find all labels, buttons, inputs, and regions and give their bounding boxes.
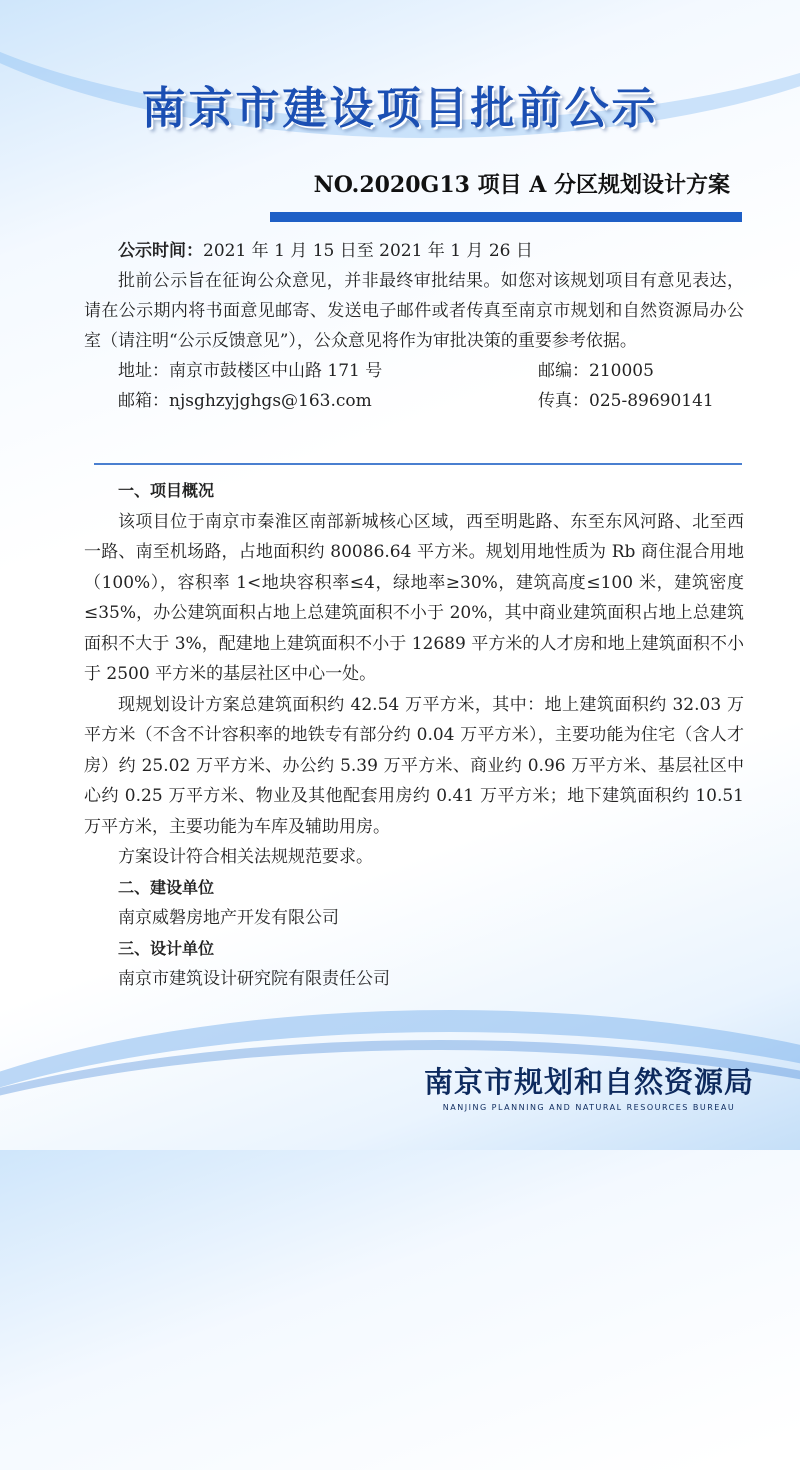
overview-paragraph-2: 现规划设计方案总建筑面积约 42.54 万平方米，其中：地上建筑面积约 32.03 万平方米（不含不计容积率的地铁专有部分约 0.04 万平方米），主要功能为住宅（含人才房）约 25.02 万平方米、办公约 5.39 万平方米、商业约 0.96 万平方米、基层社区中心约 0.25 万平方米、物业及其他配套用房约 0.41 万平方米；地下建筑面积约 10.51 万平方米，主要功能为车库及辅助用房。 [84, 694, 744, 837]
notice-time-line [84, 236, 744, 266]
agency-signature [424, 1060, 754, 1112]
builder-name: 南京威磐房地产开发有限公司 [118, 908, 339, 928]
project-subtitle: NO.2020G13 项目 A 分区规划设计方案 [313, 172, 730, 198]
agency-name-cn: 南京市规划和自然资源局 [423, 1065, 754, 1099]
contact-address: 地址：南京市鼓楼区中山路 171 号 [118, 361, 383, 381]
overview-paragraph-1: 该项目位于南京市秦淮区南部新城核心区域，西至明匙路、东至东风河路、北至西一路、南至机场路，占地面积约 80086.64 平方米。规划用地性质为 Rb 商住混合用地（100%），容积率 1<地块容积率≤4，绿地率≥30%，建筑高度≤100 米，建筑密度≤35%，办公建筑面积占地上总建筑面积不小于 20%，其中商业建筑面积占地上总建筑面积不大于 3%，配建地上建筑面积不小于 12689 平方米的人才房和地上建筑面积不小于 2500 平方米的基层社区中心一处。 [84, 511, 744, 684]
contact-row-1 [84, 356, 744, 386]
builder-heading: 二、建设单位 [118, 877, 215, 897]
overview-paragraph-3: 方案设计符合相关法规规范要求。 [118, 847, 373, 867]
page-title: 南京市建设项目批前公示 [141, 83, 659, 134]
designer-heading: 三、设计单位 [118, 938, 215, 958]
contact-postcode: 邮编：210005 [538, 361, 654, 381]
agency-name-en: NANJING PLANNING AND NATURAL RESOURCES BUREAU [442, 1103, 736, 1112]
notice-intro: 批前公示旨在征询公众意见，并非最终审批结果。如您对该规划项目有意见表达，请在公示期内将书面意见邮寄、发送电子邮件或者传真至南京市规划和自然资源局办公室（请注明“公示反馈意见”），公众意见将作为审批决策的重要参考依据。 [84, 271, 744, 351]
designer-name: 南京市建筑设计研究院有限责任公司 [118, 969, 390, 989]
notice-block [84, 236, 744, 416]
section-divider [94, 463, 742, 465]
overview-heading: 一、项目概况 [118, 481, 215, 500]
notice-time-value: 2021 年 1 月 15 日至 2021 年 1 月 26 日 [203, 241, 533, 261]
contact-email: 邮箱：njsghzyjghgs@163.com [118, 391, 372, 411]
contact-row-2 [84, 386, 744, 416]
title-underline-bar [270, 212, 742, 222]
notice-time-label: 公示时间： [118, 241, 203, 261]
project-details [84, 476, 744, 995]
contact-fax: 传真：025-89690141 [538, 391, 714, 411]
